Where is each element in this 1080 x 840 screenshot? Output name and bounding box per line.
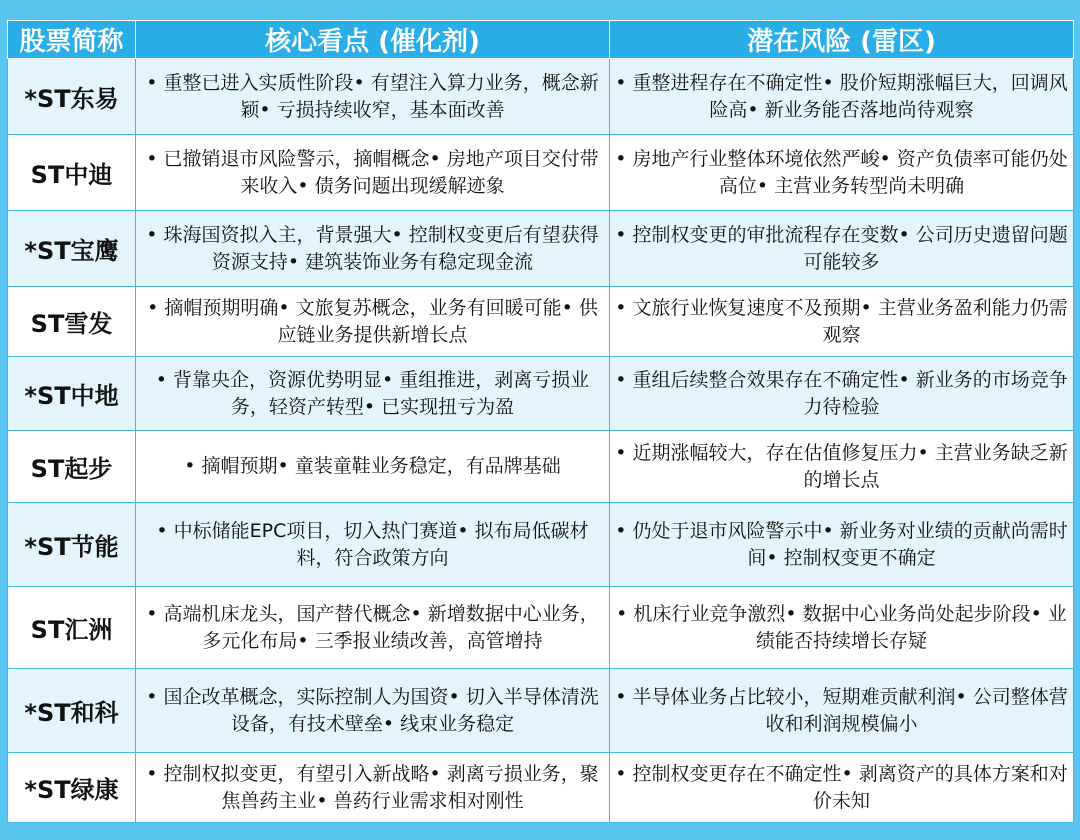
stock-name-cell: ST中迪	[8, 135, 136, 211]
table-row	[8, 431, 1074, 503]
table-row	[8, 503, 1074, 587]
catalyst-cell: • 中标储能EPC项目，切入热门赛道• 拟布局低碳材料，符合政策方向	[136, 503, 610, 587]
table-row	[8, 135, 1074, 211]
risk-cell: • 重整进程存在不确定性• 股价短期涨幅巨大，回调风险高• 新业务能否落地尚待观察	[610, 59, 1074, 135]
stock-name-cell: *ST宝鹰	[8, 211, 136, 287]
catalyst-cell: • 已撤销退市风险警示，摘帽概念• 房地产项目交付带来收入• 债务问题出现缓解迹象	[136, 135, 610, 211]
catalyst-cell: • 控制权拟变更，有望引入新战略• 剥离亏损业务，聚焦兽药主业• 兽药行业需求相对刚性	[136, 753, 610, 823]
stock-name-cell: *ST绿康	[8, 753, 136, 823]
table-row	[8, 287, 1074, 357]
stock-name-cell: *ST节能	[8, 503, 136, 587]
risk-cell: • 控制权变更存在不确定性• 剥离资产的具体方案和对价未知	[610, 753, 1074, 823]
stock-name-cell: *ST中地	[8, 357, 136, 431]
table-row	[8, 357, 1074, 431]
catalyst-cell: • 摘帽预期• 童装童鞋业务稳定，有品牌基础	[136, 431, 610, 503]
risk-cell: • 控制权变更的审批流程存在变数• 公司历史遗留问题可能较多	[610, 211, 1074, 287]
catalyst-cell: • 背靠央企，资源优势明显• 重组推进，剥离亏损业务，轻资产转型• 已实现扭亏为盈	[136, 357, 610, 431]
header-risk: 潜在风险 (雷区)	[610, 21, 1074, 59]
table-row	[8, 59, 1074, 135]
header-row	[8, 21, 1074, 59]
catalyst-cell: • 珠海国资拟入主，背景强大• 控制权变更后有望获得资源支持• 建筑装饰业务有稳定现金流	[136, 211, 610, 287]
stock-name-cell: ST汇洲	[8, 587, 136, 669]
catalyst-cell: • 摘帽预期明确• 文旅复苏概念，业务有回暖可能• 供应链业务提供新增长点	[136, 287, 610, 357]
header-catalyst: 核心看点 (催化剂)	[136, 21, 610, 59]
catalyst-cell: • 重整已进入实质性阶段• 有望注入算力业务，概念新颖• 亏损持续收窄，基本面改善	[136, 59, 610, 135]
header-stock-name: 股票简称	[8, 21, 136, 59]
table-row	[8, 669, 1074, 753]
stock-name-cell: *ST东易	[8, 59, 136, 135]
catalyst-cell: • 国企改革概念，实际控制人为国资• 切入半导体清洗设备，有技术壁垒• 线束业务稳定	[136, 669, 610, 753]
stock-name-cell: ST起步	[8, 431, 136, 503]
stock-comparison-table	[7, 20, 1074, 823]
risk-cell: • 机床行业竞争激烈• 数据中心业务尚处起步阶段• 业绩能否持续增长存疑	[610, 587, 1074, 669]
table-row	[8, 587, 1074, 669]
risk-cell: • 仍处于退市风险警示中• 新业务对业绩的贡献尚需时间• 控制权变更不确定	[610, 503, 1074, 587]
catalyst-cell: • 高端机床龙头，国产替代概念• 新增数据中心业务，多元化布局• 三季报业绩改善，高管增持	[136, 587, 610, 669]
risk-cell: • 重组后续整合效果存在不确定性• 新业务的市场竞争力待检验	[610, 357, 1074, 431]
stock-name-cell: *ST和科	[8, 669, 136, 753]
risk-cell: • 半导体业务占比较小，短期难贡献利润• 公司整体营收和利润规模偏小	[610, 669, 1074, 753]
risk-cell: • 文旅行业恢复速度不及预期• 主营业务盈利能力仍需观察	[610, 287, 1074, 357]
table-row	[8, 753, 1074, 823]
risk-cell: • 近期涨幅较大，存在估值修复压力• 主营业务缺乏新的增长点	[610, 431, 1074, 503]
risk-cell: • 房地产行业整体环境依然严峻• 资产负债率可能仍处高位• 主营业务转型尚未明确	[610, 135, 1074, 211]
stock-name-cell: ST雪发	[8, 287, 136, 357]
table-row	[8, 211, 1074, 287]
